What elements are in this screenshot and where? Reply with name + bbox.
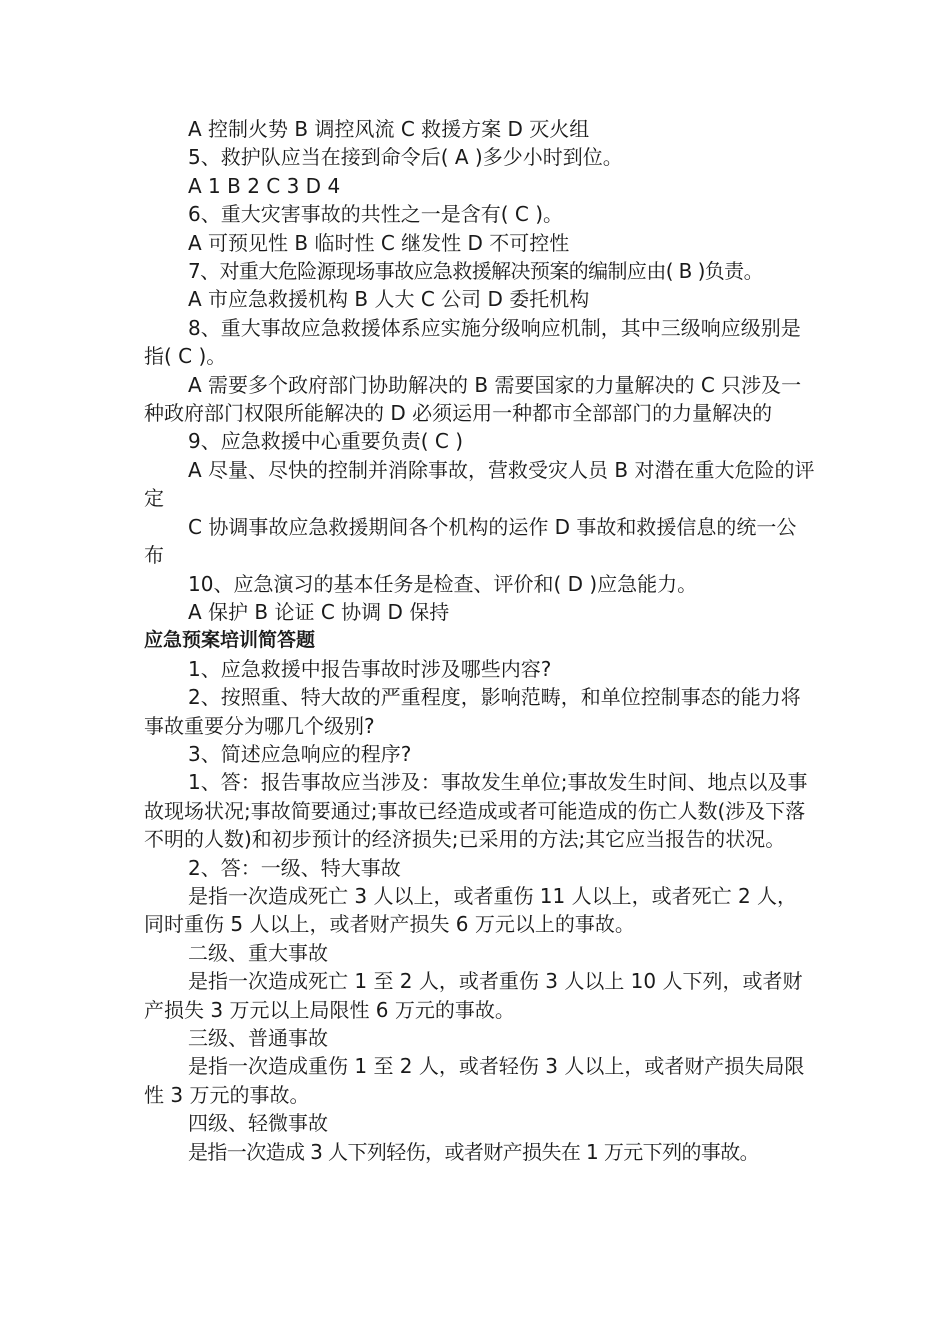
option-line: A 保护 B 论证 C 协调 D 保持 xyxy=(188,599,450,624)
level-2-description: 是指一次造成死亡 1 至 2 人，或者重伤 3 人以上 10 人下列，或者财产损失 3 万元以上局限性 6 万元的事故。 xyxy=(144,969,803,1022)
question-6: 6、重大灾害事故的共性之一是含有( C )。 xyxy=(188,202,564,227)
question-10: 10、应急演习的基本任务是检查、评价和( D )应急能力。 xyxy=(188,571,698,596)
answer-1: 1、答：报告事故应当涉及：事故发生单位;事故发生时间、地点以及事故现场状况;事故简要通过;事故已经造成或者可能造成的伤亡人数(涉及下落不明的人数)和初步预计的经济损失;已采用的方法;其它应当报告的状况。 xyxy=(144,770,808,852)
question-9: 9、应急救援中心重要负责( C ) xyxy=(188,429,464,454)
question-8: 8、重大事故应急救援体系应实施分级响应机制，其中三级响应级别是指( C )。 xyxy=(144,315,801,369)
level-4-heading: 四级、轻微事故 xyxy=(188,1111,328,1136)
option-line: A 1 B 2 C 3 D 4 xyxy=(188,173,341,198)
option-line: A 可预见性 B 临时性 C 继发性 D 不可控性 xyxy=(188,230,570,255)
short-question-2: 2、按照重、特大故的严重程度，影响范畴，和单位控制事态的能力将事故重要分为哪几个级别? xyxy=(144,685,801,738)
question-7: 7、对重大危险源现场事故应急救援解决预案的编制应由( B )负责。 xyxy=(188,259,763,284)
level-2-heading: 二级、重大事故 xyxy=(188,940,328,965)
level-3-description: 是指一次造成重伤 1 至 2 人，或者轻伤 3 人以上，或者财产损失局限性 3 万元的事故。 xyxy=(144,1054,805,1107)
option-line: A 市应急救援机构 B 人大 C 公司 D 委托机构 xyxy=(188,287,590,312)
short-question-3: 3、简述应急响应的程序? xyxy=(188,741,412,766)
option-line: A 尽量、尽快的控制并消除事故，营救受灾人员 B 对潜在重大危险的评定 xyxy=(144,457,815,511)
level-1-description: 是指一次造成死亡 3 人以上，或者重伤 11 人以上，或者死亡 2 人，同时重伤 5 人以上，或者财产损失 6 万元以上的事故。 xyxy=(144,883,798,937)
short-question-1: 1、应急救援中报告事故时涉及哪些内容? xyxy=(188,656,552,681)
option-line: C 协调事故应急救援期间各个机构的运作 D 事故和救援信息的统一公布 xyxy=(144,514,797,568)
option-line: A 控制火势 B 调控风流 C 救援方案 D 灭火组 xyxy=(188,117,590,141)
level-3-heading: 三级、普通事故 xyxy=(188,1026,328,1050)
option-line: A 需要多个政府部门协助解决的 B 需要国家的力量解决的 C 只涉及一种政府部门权限所能解决的 D 必须运用一种都市全部部门的力量解决的 xyxy=(144,372,802,426)
question-5: 5、救护队应当在接到命令后( A )多少小时到位。 xyxy=(188,145,623,170)
answer-2-heading: 2、答：一级、特大事故 xyxy=(188,855,401,880)
document-page xyxy=(144,115,816,1166)
section-heading: 应急预案培训简答题 xyxy=(144,629,316,652)
level-4-description: 是指一次造成 3 人下列轻伤，或者财产损失在 1 万元下列的事故。 xyxy=(188,1139,760,1164)
